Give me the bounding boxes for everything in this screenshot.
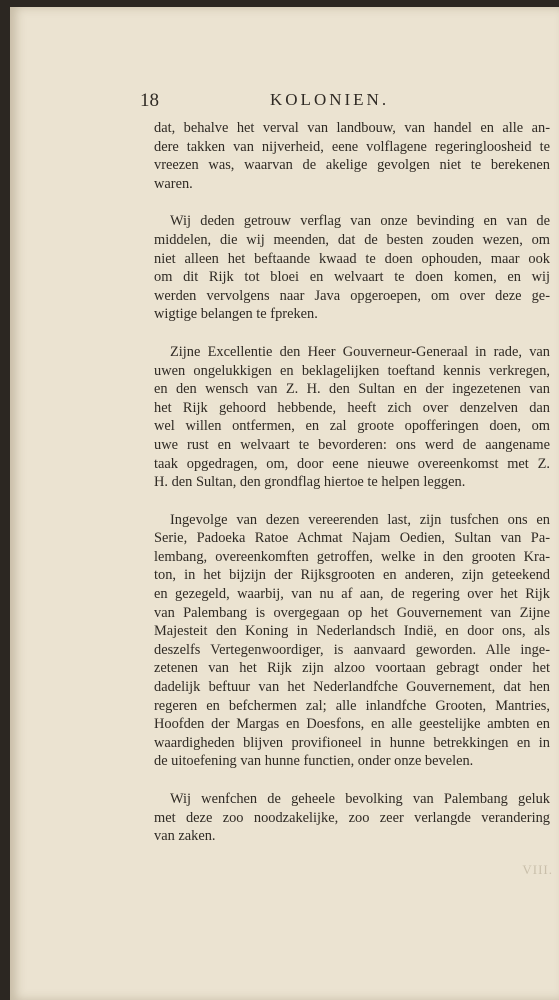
- text-line: werden vervolgens naar Java opgeroepen, om over deze ge-: [154, 287, 550, 304]
- text-line: Wij wenfchen de geheele bevolking van Palembang geluk: [170, 791, 550, 807]
- text-line: uwe rust en welvaart te bevorderen: ons werd de aangename: [154, 436, 550, 453]
- text-line: en den wensch van Z. H. den Sultan en der ingezetenen van: [154, 381, 550, 398]
- text-line: middelen, die wij meenden, dat de besten zouden wezen, om: [154, 231, 550, 248]
- text-line: dadelijk beftuur van het Nederlandfche Gouvernement, dat hen: [154, 679, 550, 696]
- text-line: Ingevolge van dezen vereerenden last, zijn tusfchen ons en: [170, 511, 550, 528]
- text-line: Majesteit den Koning in Nederlandsch Indië, en door ons, als: [154, 623, 550, 640]
- text-line: Wij deden getrouw verflag van onze bevinding en van de: [170, 213, 550, 230]
- text-line: van Palembang is overgegaan op het Gouvernement van Zijne: [154, 604, 550, 621]
- text-line: en gezegeld, waarbij, van nu af aan, de regering over het Rijk: [154, 586, 550, 603]
- page-number: 18: [140, 90, 159, 111]
- running-title: KOLONIEN.: [270, 90, 390, 109]
- paragraph: [154, 511, 550, 771]
- text-line: dat, behalve het verval van landbouw, van handel en alle an-: [154, 120, 550, 136]
- text-line: wel willen ontfermen, en zal groote opofferingen doen, om: [154, 418, 550, 435]
- text-line: dere takken van nijverheid, eene volflagene regeringloosheid te: [154, 138, 550, 155]
- text-line: zetenen van het Rijk zijn alzoo voortaan gebragt onder het: [154, 660, 550, 677]
- body-text: [154, 119, 550, 865]
- text-line: van zaken.: [154, 828, 216, 845]
- text-line: om dit Rijk tot bloei en welvaart te doen komen, en wij: [154, 269, 550, 286]
- page-header: [140, 90, 540, 114]
- text-line: deszelfs Vertegenwoordiger, is aanvaard geworden. Alle inge-: [154, 641, 550, 658]
- text-line: taak opgedragen, om, door eene nieuwe overeenkomst met Z.: [154, 455, 550, 472]
- text-line: vreezen was, waarvan de akelige gevolgen niet te berekenen: [154, 157, 550, 174]
- text-line: Zijne Excellentie den Heer Gouverneur-Generaal in rade, van: [170, 343, 550, 360]
- text-line: waren.: [154, 175, 193, 192]
- text-line: wigtige belangen te fpreken.: [154, 306, 318, 323]
- text-line: met deze zoo noodzakelijke, zoo zeer verlangde verandering: [154, 809, 550, 826]
- text-line: de uitoefening van hunne functien, onder onze bevelen.: [154, 753, 474, 770]
- text-line: het Rijk gehoord hebbende, heeft zich over denzelven dan: [154, 399, 550, 416]
- bleed-through-text: VIII.: [522, 862, 553, 877]
- text-line: regeren en befchermen zal; alle inlandfche Grooten, Mantries,: [154, 697, 550, 714]
- paragraph: [154, 790, 550, 846]
- text-line: uwen ongelukkigen en beklagelijken toeftand kennis verkregen,: [154, 362, 550, 379]
- text-line: ton, in het bijzijn der Rijksgrooten en anderen, zijn geteekend: [154, 567, 550, 584]
- book-page: [10, 7, 559, 1000]
- text-line: Hoofden der Margas en Doesfons, en alle geestelijke ambten en: [154, 716, 550, 733]
- text-line: H. den Sultan, den grondflag hiertoe te helpen leggen.: [154, 474, 466, 491]
- text-line: lembang, overeenkomften getroffen, welke in den grooten Kra-: [154, 548, 550, 565]
- text-line: Serie, Padoeka Ratoe Achmat Najam Oedien, Sultan van Pa-: [154, 530, 550, 547]
- paragraph: [154, 343, 550, 492]
- paragraph: [154, 212, 550, 324]
- paragraph: [154, 119, 550, 193]
- text-line: waardigheden blijven provifioneel in hunne betrekkingen en in: [154, 734, 550, 751]
- text-line: niet alleen het beftaande kwaad te doen ophouden, maar ook: [154, 250, 550, 267]
